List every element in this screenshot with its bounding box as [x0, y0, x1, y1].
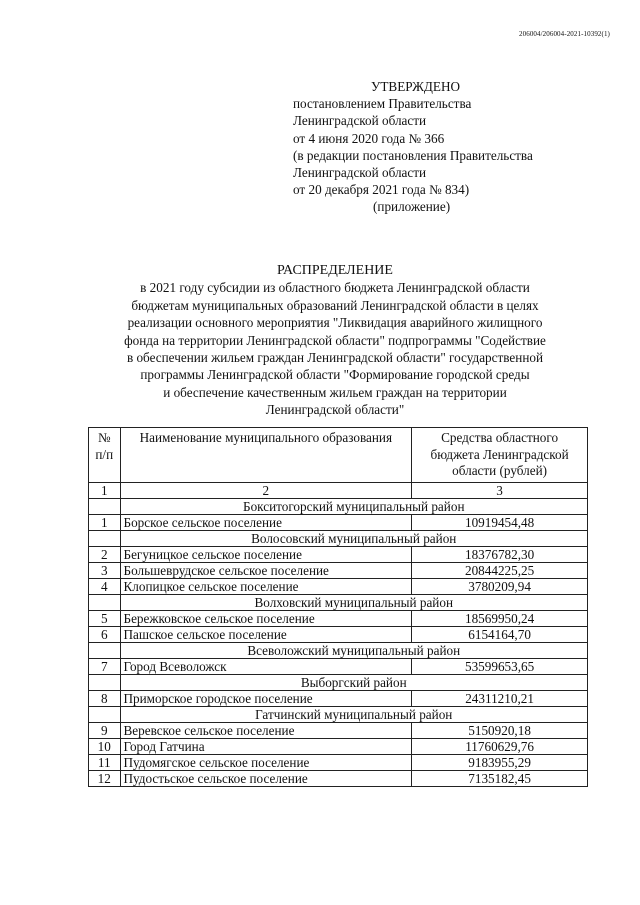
approval-line: Ленинградской области [293, 165, 427, 181]
table-row [89, 738, 588, 754]
column-index-row [89, 482, 588, 498]
title-word: РАСПРЕДЕЛЕНИЕ [277, 263, 393, 278]
row-number: 11 [89, 754, 121, 770]
subsidy-amount: 18569950,24 [412, 610, 588, 626]
column-index: 1 [89, 482, 121, 498]
title-line: бюджетам муниципальных образований Ленинградской области в целях [131, 297, 539, 313]
municipality-name: Веревское сельское поселение [120, 722, 412, 738]
approval-block [293, 78, 593, 216]
district-empty-cell [89, 706, 121, 722]
municipality-name: Клопицкое сельское поселение [120, 578, 412, 594]
table-row [89, 690, 588, 706]
table-row [89, 546, 588, 562]
table-row [89, 770, 588, 786]
table-row [89, 610, 588, 626]
district-empty-cell [89, 530, 121, 546]
municipality-name: Город Всеволожск [120, 658, 412, 674]
district-name: Волосовский муниципальный район [120, 530, 588, 546]
municipality-name: Бегуницкое сельское поселение [120, 546, 412, 562]
approval-heading: УТВЕРЖДЕНО [371, 79, 461, 94]
header-number: № п/п [89, 428, 121, 483]
document-title [80, 262, 590, 419]
approval-line: от 4 июня 2020 года № 366 [293, 130, 445, 146]
distribution-table [88, 427, 588, 787]
table-row [89, 578, 588, 594]
district-row [89, 706, 588, 722]
district-name: Бокситогорский муниципальный район [120, 498, 588, 514]
approval-line: Ленинградской области [293, 113, 427, 129]
table-row [89, 722, 588, 738]
district-row [89, 642, 588, 658]
subsidy-amount: 20844225,25 [412, 562, 588, 578]
header-name: Наименование муниципального образования [120, 428, 412, 483]
approval-line: от 20 декабря 2021 года № 834) [293, 182, 470, 198]
title-line: программы Ленинградской области "Формирование городской среды [140, 367, 530, 383]
subsidy-amount: 11760629,76 [412, 738, 588, 754]
district-empty-cell [89, 594, 121, 610]
district-name: Всеволожский муниципальный район [120, 642, 588, 658]
subsidy-amount: 7135182,45 [412, 770, 588, 786]
row-number: 4 [89, 578, 121, 594]
municipality-name: Пашское сельское поселение [120, 626, 412, 642]
subsidy-amount: 10919454,48 [412, 514, 588, 530]
municipality-name: Большеврудское сельское поселение [120, 562, 412, 578]
title-line: фонда на территории Ленинградской области" подпрограммы "Содействие [124, 332, 546, 348]
row-number: 3 [89, 562, 121, 578]
subsidy-amount: 9183955,29 [412, 754, 588, 770]
municipality-name: Бережковское сельское поселение [120, 610, 412, 626]
table-row [89, 658, 588, 674]
row-number: 9 [89, 722, 121, 738]
table-row [89, 754, 588, 770]
table-body [89, 482, 588, 786]
subsidy-amount: 24311210,21 [412, 690, 588, 706]
district-name: Гатчинский муниципальный район [120, 706, 588, 722]
municipality-name: Приморское городское поселение [120, 690, 412, 706]
municipality-name: Пудостьское сельское поселение [120, 770, 412, 786]
title-line: в 2021 году субсидии из областного бюджета Ленинградской области [140, 280, 530, 296]
district-row [89, 674, 588, 690]
header-funds: Средства областного бюджета Ленинградской области (рублей) [412, 428, 588, 483]
title-line: реализации основного мероприятия "Ликвидация аварийного жилищного [127, 315, 543, 331]
row-number: 6 [89, 626, 121, 642]
title-line: и обеспечение качественным жильем граждан на территории [163, 384, 507, 400]
approval-line: (в редакции постановления Правительства [293, 147, 533, 163]
subsidy-amount: 3780209,94 [412, 578, 588, 594]
municipality-name: Город Гатчина [120, 738, 412, 754]
district-name: Волховский муниципальный район [120, 594, 588, 610]
row-number: 2 [89, 546, 121, 562]
district-empty-cell [89, 674, 121, 690]
column-index: 2 [120, 482, 412, 498]
district-row [89, 498, 588, 514]
subsidy-amount: 5150920,18 [412, 722, 588, 738]
subsidy-amount: 6154164,70 [412, 626, 588, 642]
row-number: 1 [89, 514, 121, 530]
row-number: 12 [89, 770, 121, 786]
title-line: Ленинградской области" [265, 402, 405, 418]
row-number: 10 [89, 738, 121, 754]
district-empty-cell [89, 642, 121, 658]
table-row [89, 562, 588, 578]
district-row [89, 594, 588, 610]
row-number: 5 [89, 610, 121, 626]
table-row [89, 626, 588, 642]
municipality-name: Пудомягское сельское поселение [120, 754, 412, 770]
table-row [89, 514, 588, 530]
approval-line: постановлением Правительства [293, 96, 472, 112]
title-line: в обеспечении жильем граждан Ленинградской области" государственной [126, 350, 544, 366]
municipality-name: Борское сельское поселение [120, 514, 412, 530]
appendix-label: (приложение) [373, 199, 451, 215]
subsidy-amount: 53599653,65 [412, 658, 588, 674]
row-number: 7 [89, 658, 121, 674]
district-name: Выборгский район [120, 674, 588, 690]
district-row [89, 530, 588, 546]
column-index: 3 [412, 482, 588, 498]
row-number: 8 [89, 690, 121, 706]
table-header-row [89, 428, 588, 483]
subsidy-amount: 18376782,30 [412, 546, 588, 562]
district-empty-cell [89, 498, 121, 514]
document-id: 206004/206004-2021-10392(1) [519, 30, 610, 38]
